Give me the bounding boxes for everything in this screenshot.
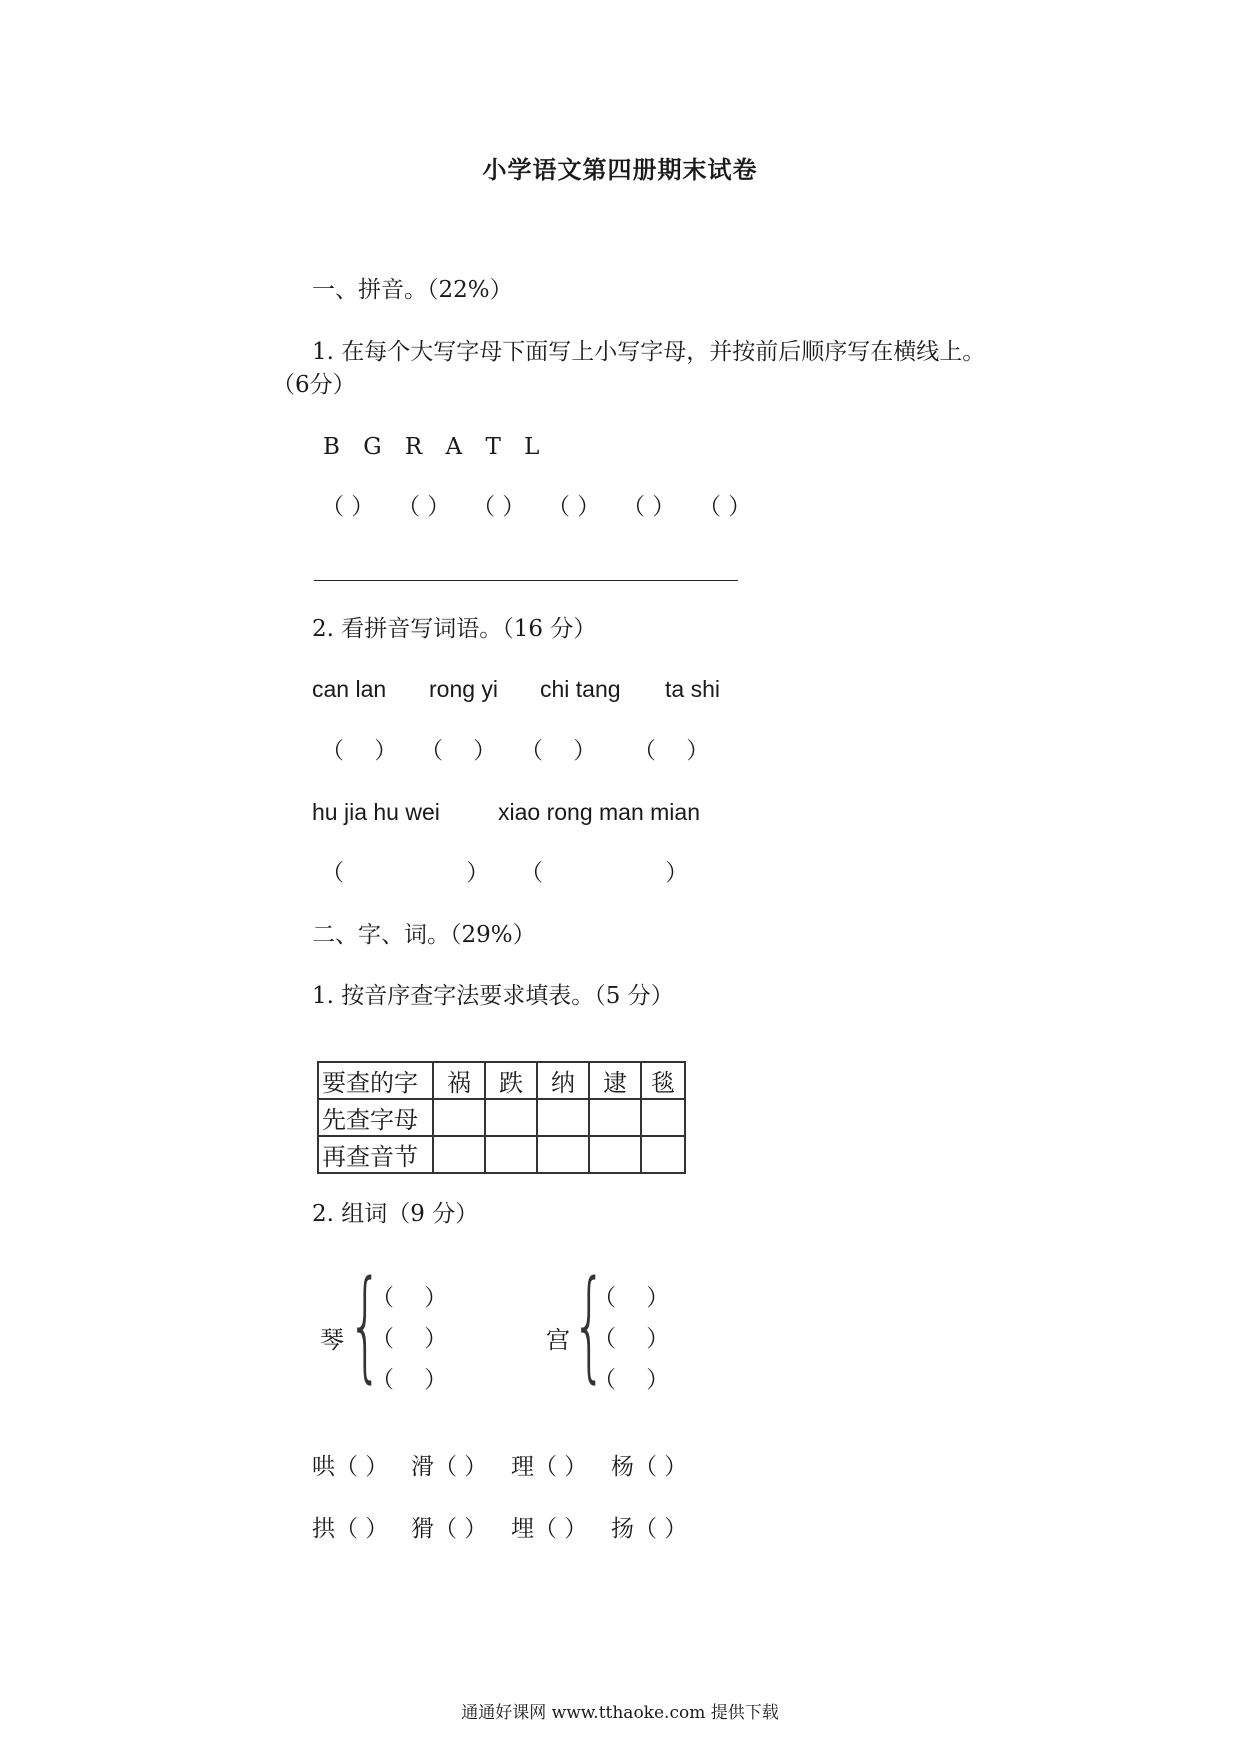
letter-blank: （ ） [547, 494, 601, 520]
table-empty-cell[interactable] [433, 1099, 485, 1136]
group-blank: （ ） [371, 1285, 448, 1311]
pair-item: 拱（ ） [312, 1516, 389, 1542]
pinyin-item: chi tang [540, 676, 621, 702]
table-empty-cell[interactable] [485, 1099, 537, 1136]
section1-heading: 一、拼音。（22%） [312, 277, 513, 303]
pinyin-item: xiao rong man mian [498, 799, 700, 825]
table-row [318, 1062, 685, 1099]
table-empty-cell[interactable] [485, 1136, 537, 1173]
table-row-label: 先查字母 [318, 1099, 433, 1136]
uppercase-letters: B G R A T L [323, 434, 548, 460]
group-char: 宫 [546, 1326, 570, 1354]
left-brace-icon: { [348, 1256, 383, 1395]
group-blank: （ ） [593, 1367, 670, 1393]
word-blank: （ ） [321, 860, 490, 886]
table-empty-cell[interactable] [433, 1136, 485, 1173]
pair-item: 猾（ ） [411, 1516, 488, 1542]
pinyin-item: can lan [312, 676, 387, 702]
section2-q1: 1. 按音序查字法要求填表。（5 分） [312, 983, 674, 1009]
group-char: 琴 [320, 1326, 344, 1354]
word-blank: （ ） [520, 860, 689, 886]
table-char-cell: 逮 [589, 1062, 641, 1099]
letter-blank: （ ） [472, 494, 526, 520]
footer-credit: 通通好课网 www.tthaoke.com 提供下载 [461, 1703, 779, 1723]
pinyin-item: hu jia hu wei [312, 799, 440, 825]
section1-q2: 2. 看拼音写词语。（16 分） [312, 616, 597, 642]
table-empty-cell[interactable] [537, 1099, 589, 1136]
table-row [318, 1099, 685, 1136]
group-blank: （ ） [593, 1326, 670, 1352]
word-blank: （ ） [420, 738, 497, 764]
pinyin-item: rong yi [429, 676, 499, 702]
answer-line [314, 580, 738, 581]
letter-blank: （ ） [698, 494, 752, 520]
pair-item: 埋（ ） [511, 1516, 588, 1542]
word-blank: （ ） [520, 738, 597, 764]
lookup-table [317, 1061, 686, 1174]
pair-item: 哄（ ） [312, 1454, 389, 1480]
table-row [318, 1136, 685, 1173]
group-blank: （ ） [593, 1285, 670, 1311]
table-empty-cell[interactable] [641, 1136, 685, 1173]
section2-heading: 二、字、词。（29%） [312, 922, 536, 948]
table-empty-cell[interactable] [589, 1136, 641, 1173]
group-blank: （ ） [371, 1367, 448, 1393]
table-empty-cell[interactable] [537, 1136, 589, 1173]
table-header-cell: 要查的字 [318, 1062, 433, 1099]
letter-blank: （ ） [622, 494, 676, 520]
pair-item: 滑（ ） [411, 1454, 488, 1480]
left-brace-icon: { [572, 1256, 607, 1395]
section2-q2: 2. 组词（9 分） [312, 1201, 479, 1227]
table-row-label: 再查音节 [318, 1136, 433, 1173]
pair-item: 杨（ ） [611, 1454, 688, 1480]
table-char-cell: 祸 [433, 1062, 485, 1099]
table-char-cell: 毯 [641, 1062, 685, 1099]
pinyin-item: ta shi [665, 676, 720, 702]
group-blank: （ ） [371, 1326, 448, 1352]
page-title: 小学语文第四册期末试卷 [482, 155, 758, 184]
table-empty-cell[interactable] [641, 1099, 685, 1136]
section1-q1-line1: 1. 在每个大写字母下面写上小写字母，并按前后顺序写在横线上。 [312, 339, 986, 365]
table-char-cell: 纳 [537, 1062, 589, 1099]
word-blank: （ ） [633, 738, 710, 764]
letter-blank: （ ） [397, 494, 451, 520]
pair-item: 扬（ ） [611, 1516, 688, 1542]
word-blank: （ ） [321, 738, 398, 764]
letter-blank: （ ） [321, 494, 375, 520]
section1-q1-line2: （6分） [272, 372, 356, 398]
table-char-cell: 跌 [485, 1062, 537, 1099]
table-empty-cell[interactable] [589, 1099, 641, 1136]
pair-item: 理（ ） [511, 1454, 588, 1480]
